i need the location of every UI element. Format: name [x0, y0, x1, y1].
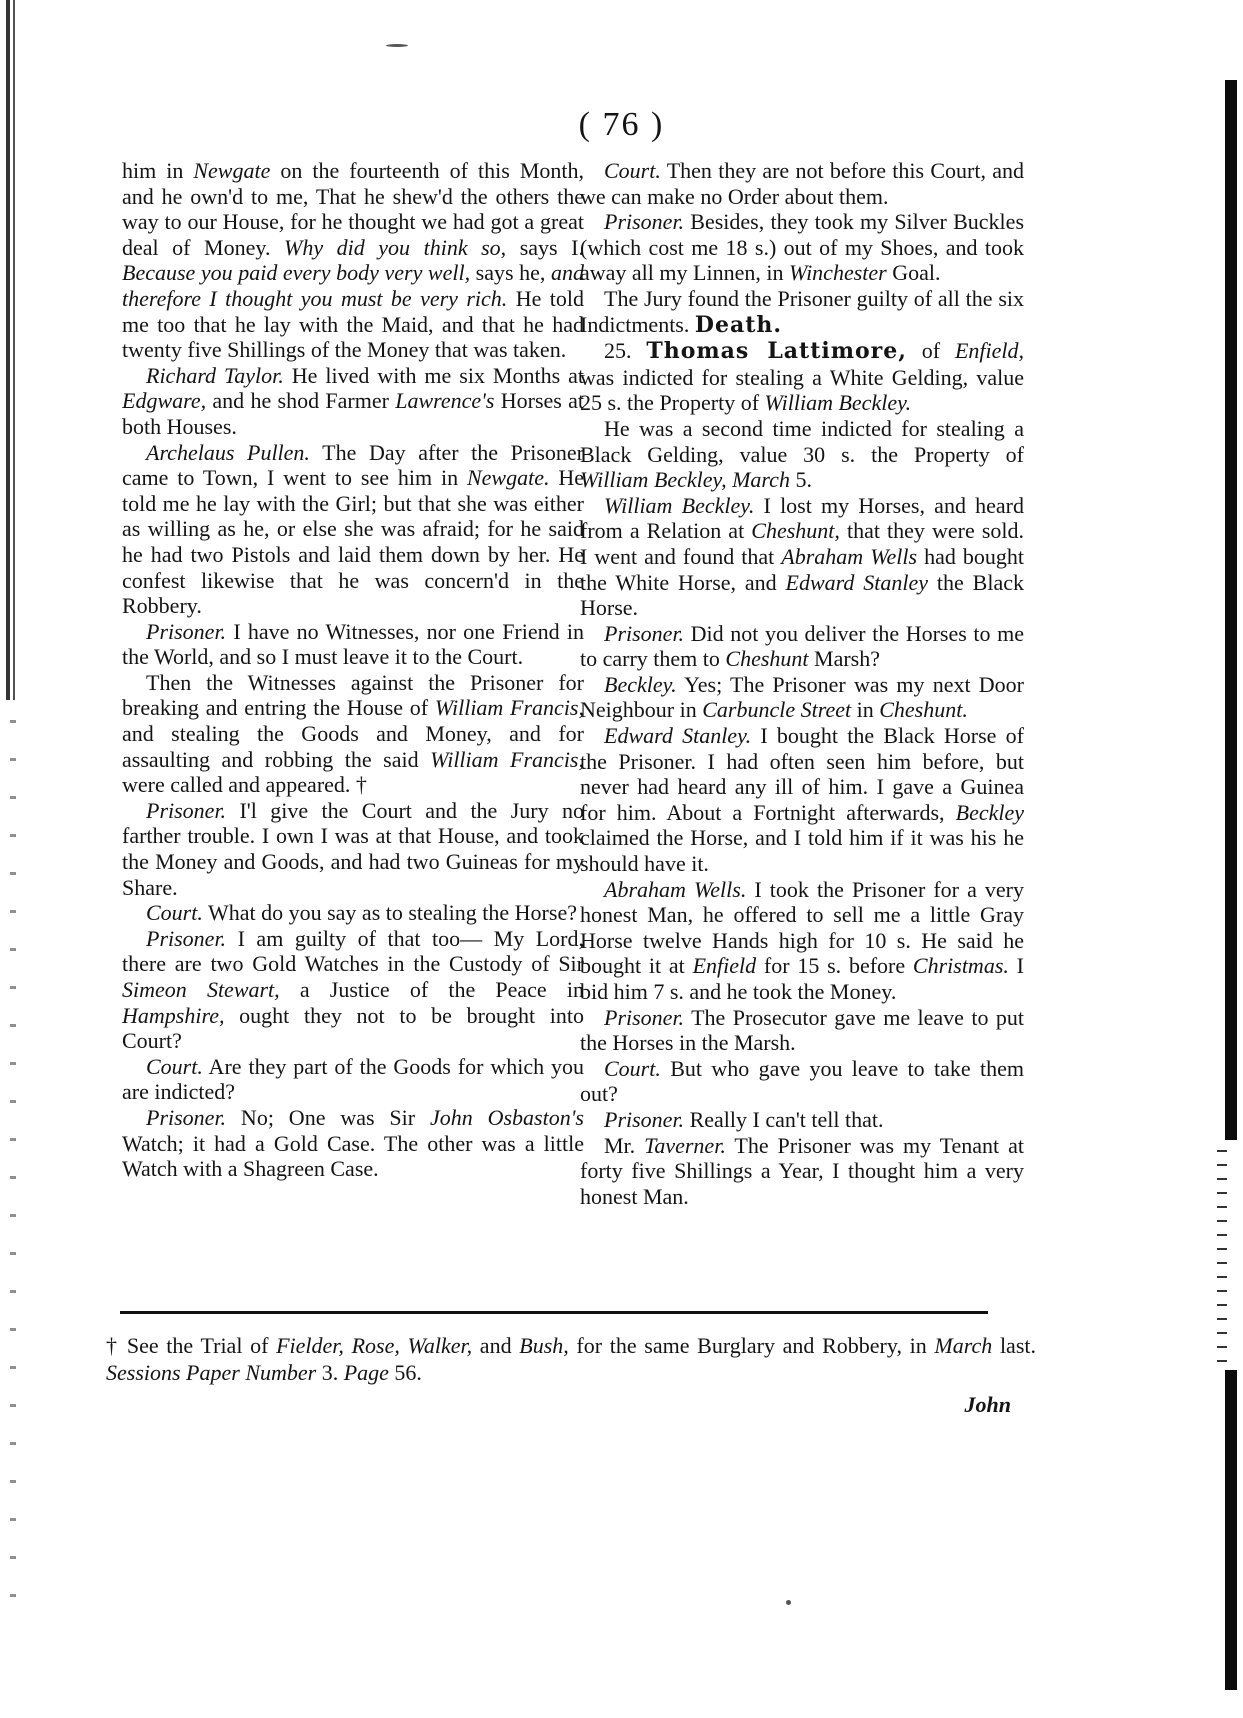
paragraph: Abraham Wells. I took the Prisoner for a very honest Man, he offered to sell me a little Gray Horse twelve Hands high for 10 s. He said he bought it at Enfield for 15 s. before Christmas. I bid him 7 s. and he took the Money.	[580, 876, 1024, 1004]
indictment-paragraph: 25. Thomas Lattimore, of Enfield, was indicted for stealing a White Gelding, value 25 s. the Property of William Beckley.	[580, 338, 1024, 416]
speaker-name: Court.	[604, 158, 661, 183]
left-column	[122, 158, 584, 1408]
speaker-name: Court.	[146, 1053, 203, 1079]
paragraph: He was a second time indicted for stealing a Black Gelding, value 30 s. the Property of William Beckley, March 5.	[580, 415, 1024, 493]
verdict: Death.	[694, 311, 783, 338]
paragraph: him in Newgate on the fourteenth of this Month, and he own'd to me, That he shew'd the others the way to our House, for he thought we had got a great deal of Money. Why did you think so, says I. Because you paid every body very well, says he, and therefore I thought you must be very rich. He told me too that he lay with the Maid, and that he had twenty five Shillings of the Money that was taken.	[122, 158, 584, 363]
speaker-name: Court.	[146, 900, 203, 926]
speaker-name: Richard Taylor.	[146, 362, 284, 388]
right-column	[580, 158, 1024, 1408]
paragraph: Edward Stanley. I bought the Black Horse of the Prisoner. I had often seen him before, but never had heard any ill of him. I gave a Guinea for him. About a Fortnight afterwards, Beckley claimed the Horse, and I told him if it was his he should have it.	[580, 723, 1024, 877]
paragraph: Archelaus Pullen. The Day after the Prisoner came to Town, I went to see him in Newgate. He told me he lay with the Girl; but that she was either as willing as he, or else she was afraid; for he said he had two Pistols and laid them down by her. He confest likewise that he was concern'd in the Robbery.	[122, 439, 584, 619]
speaker-name: Prisoner.	[604, 209, 685, 235]
paragraph: Prisoner. Besides, they took my Silver Buckles (which cost me 18 s.) out of my Shoes, and took away all my Linnen, in Winchester Goal.	[580, 209, 1024, 286]
speaker-name: Prisoner.	[604, 1106, 685, 1132]
paragraph: Prisoner. I have no Witnesses, nor one Friend in the World, and so I must leave it to the Court.	[122, 618, 584, 670]
paragraph: Prisoner. No; One was Sir John Osbaston's Watch; it had a Gold Case. The other was a little Watch with a Shagreen Case.	[122, 1104, 584, 1182]
defendant-name: Thomas Lattimore,	[646, 338, 907, 365]
paragraph: Then the Witnesses against the Prisoner for breaking and entring the House of William Francis, and stealing the Goods and Money, and for assaulting and robbing the said William Francis, were called and appeared. †	[122, 669, 584, 798]
speaker-name: Prisoner.	[146, 1104, 227, 1130]
page-edge-marks	[1217, 1150, 1227, 1370]
speaker-name: Abraham Wells.	[604, 876, 747, 902]
speaker-name: Prisoner.	[146, 797, 227, 823]
scan-speck	[786, 1600, 791, 1605]
binding-edge-shadow	[6, 0, 20, 700]
paragraph: Court. Then they are not before this Court, and we can make no Order about them.	[580, 158, 1024, 209]
speaker-name: Court.	[604, 1055, 661, 1081]
paragraph: Court. Are they part of the Goods for which you are indicted?	[122, 1053, 584, 1105]
paragraph: Mr. Taverner. The Prisoner was my Tenant at forty five Shillings a Year, I thought him a very honest Man.	[580, 1132, 1024, 1209]
speaker-name: Beckley.	[604, 671, 677, 697]
speaker-name: Prisoner.	[146, 618, 227, 644]
speaker-name: William Beckley.	[604, 492, 755, 518]
speaker-name: Prisoner.	[604, 1004, 685, 1030]
paragraph: William Beckley. I lost my Horses, and heard from a Relation at Cheshunt, that they were sold. I went and found that Abraham Wells had bought the White Horse, and Edward Stanley the Black Horse.	[580, 492, 1024, 621]
paragraph: Prisoner. I'l give the Court and the Jury no farther trouble. I own I was at that House, and took the Money and Goods, and had two Guineas for my Share.	[122, 797, 584, 900]
paragraph: Beckley. Yes; The Prisoner was my next Door Neighbour in Carbuncle Street in Cheshunt.	[580, 671, 1024, 723]
paragraph: Prisoner. I am guilty of that too— My Lord, there are two Gold Watches in the Custody of Sir Simeon Stewart, a Justice of the Peace in Hampshire, ought they not to be brought into Court?	[122, 925, 584, 1054]
paragraph: Court. What do you say as to stealing the Horse?	[146, 900, 577, 926]
footnote: † See the Trial of Fielder, Rose, Walker, and Bush, for the same Burglary and Robbery, in March last. Sessions Paper Number 3. Page 56.	[106, 1333, 1036, 1385]
speaker-name: Edward Stanley.	[604, 723, 752, 749]
catchword: John	[964, 1392, 1011, 1417]
scan-speck	[386, 44, 408, 47]
paragraph: Court. But who gave you leave to take them out?	[580, 1055, 1024, 1107]
speaker-name: Prisoner.	[604, 620, 685, 646]
paragraph: Richard Taylor. He lived with me six Months at Edgware, and he shod Farmer Lawrence's Horses at both Houses.	[122, 362, 584, 439]
page-edge-shadow	[1207, 80, 1239, 1690]
verdict-paragraph: The Jury found the Prisoner guilty of all the six Indictments. Death.	[580, 285, 1024, 338]
paragraph: Prisoner. The Prosecutor gave me leave to put the Horses in the Marsh.	[580, 1004, 1024, 1056]
binding-edge-marks	[10, 720, 16, 1620]
speaker-name: Taverner.	[644, 1132, 726, 1158]
speaker-name: Archelaus Pullen.	[146, 439, 310, 465]
paragraph: Prisoner. Really I can't tell that.	[604, 1106, 884, 1132]
page-number: ( 76 )	[578, 106, 665, 143]
speaker-name: Prisoner.	[146, 925, 227, 951]
footnote-divider	[120, 1311, 988, 1314]
paragraph: Prisoner. Did not you deliver the Horses to me to carry them to Cheshunt Marsh?	[580, 620, 1024, 672]
